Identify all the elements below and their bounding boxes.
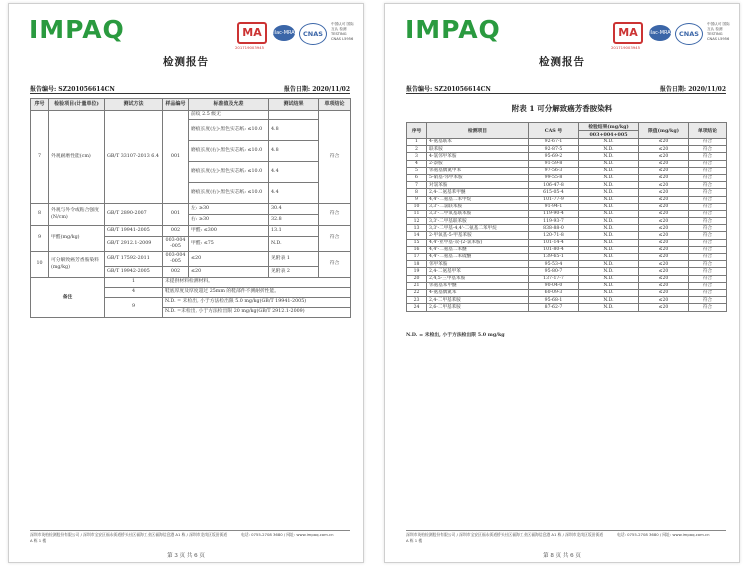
col-header: CAS 号	[529, 123, 579, 139]
appendix-title: 附表 1 可分解致癌芳香胺染料	[511, 104, 613, 113]
standard-value: ≤20	[189, 252, 269, 267]
sample-number: 001	[163, 204, 189, 226]
report-page-8	[384, 3, 740, 563]
limit-value: ≤20	[639, 153, 689, 160]
col-header: 检验结果(mg/kg)	[579, 123, 639, 131]
row-number: 3	[407, 153, 427, 160]
verdict: 符合	[689, 153, 727, 160]
limit-value: ≤20	[639, 289, 689, 296]
test-item: 4,4'-二氨基二苯醚	[427, 246, 529, 253]
test-result: 见附表 2	[269, 267, 319, 278]
test-result: N.D.	[579, 304, 639, 311]
table-row	[407, 203, 727, 210]
ma-number: 201719003945	[611, 45, 640, 50]
limit-value: ≤20	[639, 139, 689, 146]
table-row	[407, 254, 727, 261]
table-row	[407, 282, 727, 289]
row-number: 1	[407, 139, 427, 146]
note-text: 鞋底厚度及厚度超过 25mm 的鞋部件不测耐折性能。	[163, 288, 351, 298]
report-number: 报告编号: SZ201056614CN	[30, 86, 115, 93]
footer-contact: 电话: 0755-2708 3680 / 网址: www.impaq.com.cn	[241, 532, 334, 537]
limit-value: ≤20	[639, 304, 689, 311]
verdict: 符合	[689, 261, 727, 268]
header-divider	[30, 93, 350, 94]
certification-marks	[237, 22, 357, 50]
test-item: 2,6-二甲基苯胺	[427, 304, 529, 311]
limit-value: ≤20	[639, 282, 689, 289]
col-header: 检测项目	[427, 123, 529, 139]
verdict: 符合	[689, 239, 727, 246]
col-header: 单项结论	[319, 99, 351, 111]
test-item: 4,4'-亚甲基-双-(2-氯苯胺)	[427, 239, 529, 246]
verdict: 符合	[689, 139, 727, 146]
cas-number: 91-94-1	[529, 203, 579, 210]
table-row	[407, 304, 727, 311]
sample-number: 003-004-005	[163, 237, 189, 252]
test-result: N.D.	[579, 182, 639, 189]
row-number: 11	[407, 210, 427, 217]
test-result: 13.1	[269, 226, 319, 237]
cas-number: 87-62-7	[529, 304, 579, 311]
verdict: 符合	[319, 226, 351, 252]
sample-subheader: 003+004+005	[579, 131, 639, 139]
cas-number: 99-55-8	[529, 174, 579, 181]
test-item: 4-氯邻甲苯胺	[427, 153, 529, 160]
row-number: 9	[31, 226, 49, 252]
sample-number: 003-004-005	[163, 252, 189, 267]
verdict: 符合	[689, 254, 727, 261]
verdict: 符合	[689, 203, 727, 210]
test-result: N.D.	[579, 167, 639, 174]
limit-value: ≤20	[639, 146, 689, 153]
report-date: 报告日期: 2020/11/02	[283, 86, 350, 93]
test-item: 3,3'-二氯联苯胺	[427, 203, 529, 210]
test-item: 4-氨基偶氮苯	[427, 289, 529, 296]
test-item: 2,4-二甲基苯胺	[427, 297, 529, 304]
row-number: 4	[407, 160, 427, 167]
test-item: 2-萘胺	[427, 160, 529, 167]
test-result: N.D.	[579, 139, 639, 146]
test-method: GB/T 19941-2005	[105, 226, 163, 237]
row-number: 6	[407, 174, 427, 181]
col-header: 序号	[31, 99, 49, 111]
detection-limit-note: N.D. = 未检出, 小于方法检出限 5.0 mg/kg	[406, 332, 505, 338]
test-method: GB/T 2890-2007	[105, 204, 163, 226]
test-item: 邻甲苯胺	[427, 261, 529, 268]
table-row	[407, 218, 727, 225]
cnas-caption: 中国认可 国际互认 检测 TESTING CNAS L5956	[707, 22, 730, 41]
test-item: 甲醛(mg/kg)	[49, 226, 105, 252]
limit-value: ≤20	[639, 246, 689, 253]
test-result: 30.4	[269, 204, 319, 215]
impaq-logo: IMPAQ	[29, 15, 125, 44]
test-result: N.D.	[579, 189, 639, 196]
col-header: 样品编号	[163, 99, 189, 111]
verdict: 符合	[689, 167, 727, 174]
row-number: 8	[407, 189, 427, 196]
page-number: 第 8 页 共 6 页	[543, 553, 581, 559]
cas-number: 119-93-7	[529, 218, 579, 225]
cas-number: 101-14-4	[529, 239, 579, 246]
test-result: N.D.	[579, 289, 639, 296]
test-result: N.D.	[579, 196, 639, 203]
note-ref: 9	[105, 298, 163, 318]
verdict: 符合	[689, 297, 727, 304]
row-number: 10	[31, 252, 49, 278]
amine-dye-table-body	[407, 139, 727, 312]
test-result: 4.4	[269, 162, 319, 183]
test-item: 3,3'-二甲基-4,4'-二氨基二苯甲烷	[427, 225, 529, 232]
footer-divider	[406, 530, 726, 531]
verdict: 符合	[689, 174, 727, 181]
verdict: 符合	[689, 218, 727, 225]
limit-value: ≤20	[639, 218, 689, 225]
row-number: 7	[31, 111, 49, 204]
row-number: 2	[407, 146, 427, 153]
test-result: N.D.	[579, 297, 639, 304]
row-number: 12	[407, 218, 427, 225]
test-result: 32.8	[269, 215, 319, 226]
test-item: 对氯苯胺	[427, 182, 529, 189]
test-result: N.D.	[579, 282, 639, 289]
limit-value: ≤20	[639, 261, 689, 268]
header-divider	[406, 93, 726, 94]
note-text: N.D. =未检出, 小于方法检出限 20 mg/kg(GB/T 2912.1-2009)	[163, 308, 351, 318]
table-row	[407, 261, 727, 268]
test-result: N.D.	[579, 210, 639, 217]
cas-number: 838-88-0	[529, 225, 579, 232]
verdict: 符合	[689, 232, 727, 239]
col-header: 测试方法	[105, 99, 163, 111]
test-result: N.D.	[579, 275, 639, 282]
verdict: 符合	[319, 252, 351, 278]
footer-divider	[30, 530, 350, 531]
table-row	[407, 297, 727, 304]
table-row	[407, 139, 727, 146]
limit-value: ≤20	[639, 189, 689, 196]
verdict: 符合	[689, 196, 727, 203]
test-result: 4.4	[269, 183, 319, 204]
limit-value: ≤20	[639, 174, 689, 181]
certification-marks	[613, 22, 733, 50]
cas-number: 91-59-8	[529, 160, 579, 167]
table-row	[31, 204, 351, 215]
limit-value: ≤20	[639, 297, 689, 304]
test-result: N.D.	[579, 239, 639, 246]
report-number: 报告编号: SZ201056614CN	[406, 86, 491, 93]
limit-value: ≤20	[639, 275, 689, 282]
test-result: N.D.	[579, 225, 639, 232]
table-row	[407, 289, 727, 296]
ma-number: 201719003945	[235, 45, 264, 50]
col-header: 测试结果	[269, 99, 319, 111]
limit-value: ≤20	[639, 239, 689, 246]
standard-value: 前纹 2.5 级无	[189, 111, 269, 120]
standard-value: 甲醛: ≤75	[189, 237, 269, 252]
table-row	[407, 232, 727, 239]
col-header: 检验项目(计量单位)	[49, 99, 105, 111]
verdict: 符合	[319, 204, 351, 226]
standard-value: 甲醛: ≤300	[189, 226, 269, 237]
limit-value: ≤20	[639, 254, 689, 261]
limit-value: ≤20	[639, 167, 689, 174]
table-row	[407, 196, 727, 203]
cas-number: 97-56-3	[529, 167, 579, 174]
cnas-icon: CNAS	[299, 23, 327, 45]
sample-number: 002	[163, 267, 189, 278]
test-result: N.D.	[579, 218, 639, 225]
standard-value: 磨痕长度(右)-黑色实芯纸: ≤10.0	[189, 183, 269, 204]
test-results-table	[30, 98, 351, 318]
table-row	[407, 174, 727, 181]
cas-number: 95-68-1	[529, 297, 579, 304]
standard-value: 磨痕长度(左)-黑色实芯纸: ≤10.0	[189, 120, 269, 141]
row-number: 24	[407, 304, 427, 311]
test-item: 2-甲氧基-5-甲基苯胺	[427, 232, 529, 239]
verdict: 符合	[689, 246, 727, 253]
table-row	[31, 111, 351, 120]
test-item: 外观耐磨性能(cm)	[49, 111, 105, 204]
footer-contact: 电话: 0755-2708 3680 / 网址: www.impaq.com.cn	[617, 532, 710, 537]
test-item: 3,3'-二甲基联苯胺	[427, 218, 529, 225]
test-item: 4-氨基联苯	[427, 139, 529, 146]
table-row	[407, 268, 727, 275]
standard-value: 磨痕长度(右)-黑色实芯纸: ≤10.0	[189, 141, 269, 162]
test-method: GB/T 19942-2005	[105, 267, 163, 278]
table-row	[31, 226, 351, 237]
table-row	[407, 225, 727, 232]
test-result: N.D.	[579, 268, 639, 275]
test-item: 2,4-二氨基苯甲醚	[427, 189, 529, 196]
verdict: 符合	[319, 111, 351, 204]
cas-number: 95-69-2	[529, 153, 579, 160]
cas-number: 101-77-9	[529, 196, 579, 203]
test-item: 邻氨基苯甲醚	[427, 282, 529, 289]
table-header-row	[407, 123, 727, 131]
row-number: 23	[407, 297, 427, 304]
ilac-mra-icon: ilac-MRA	[273, 25, 295, 41]
table-row	[407, 189, 727, 196]
note-text: N.D. = 未检出, 小于方法检出限 5.0 mg/kg(GB/T 19941-2005)	[163, 298, 351, 308]
test-item: 4,4'-二氨基二苯硫醚	[427, 254, 529, 261]
test-item: 联苯胺	[427, 146, 529, 153]
test-item: 2,4-二氨基甲苯	[427, 268, 529, 275]
row-number: 21	[407, 282, 427, 289]
verdict: 符合	[689, 268, 727, 275]
table-row	[407, 239, 727, 246]
row-number: 20	[407, 275, 427, 282]
cas-number: 92-87-5	[529, 146, 579, 153]
test-result: N.D.	[579, 261, 639, 268]
note-text: 未提供材料检测材料。	[163, 278, 351, 288]
cas-number: 120-71-8	[529, 232, 579, 239]
row-number: 19	[407, 268, 427, 275]
report-page-3	[8, 3, 364, 563]
table-row	[407, 246, 727, 253]
verdict: 符合	[689, 289, 727, 296]
table-row	[407, 275, 727, 282]
test-result: N.D.	[579, 160, 639, 167]
verdict: 符合	[689, 182, 727, 189]
standard-value: ≤20	[189, 267, 269, 278]
table-row	[407, 153, 727, 160]
cas-number: 106-47-8	[529, 182, 579, 189]
amine-dye-table	[406, 122, 727, 312]
verdict: 符合	[689, 189, 727, 196]
cas-number: 119-90-4	[529, 210, 579, 217]
cnas-caption: 中国认可 国际互认 检测 TESTING CNAS L5956	[331, 22, 354, 41]
cas-number: 90-04-0	[529, 282, 579, 289]
test-item: 2,4,5-三甲基苯胺	[427, 275, 529, 282]
cas-number: 615-05-4	[529, 189, 579, 196]
cas-number: 95-80-7	[529, 268, 579, 275]
verdict: 符合	[689, 210, 727, 217]
ma-mark-icon: MA	[613, 22, 643, 44]
test-item: 邻氨基偶氮甲苯	[427, 167, 529, 174]
test-result	[269, 111, 319, 120]
standard-value: 磨痕长度(左)-黑色实芯纸: ≤10.0	[189, 162, 269, 183]
notes-row	[31, 278, 351, 288]
test-result: 见附表 1	[269, 252, 319, 267]
test-result: N.D.	[579, 174, 639, 181]
test-result: N.D.	[579, 153, 639, 160]
test-result: N.D.	[579, 246, 639, 253]
note-ref: 4	[105, 288, 163, 298]
row-number: 22	[407, 289, 427, 296]
test-result: N.D.	[579, 203, 639, 210]
test-result: N.D.	[269, 237, 319, 252]
test-result: N.D.	[579, 232, 639, 239]
footer-company: 深圳市英柏检测股份有限公司 / 深圳市宝安区福永街道桥头社区福海工业区福海信息港 A1 栋 / 深圳市龙岗区坂田街道 A 栋 1 楼	[30, 532, 228, 543]
verdict: 符合	[689, 225, 727, 232]
standard-value: 左: ≥30	[189, 204, 269, 215]
limit-value: ≤20	[639, 232, 689, 239]
table-row	[407, 160, 727, 167]
col-header: 单项结论	[689, 123, 727, 139]
col-header: 标准值及允差	[189, 99, 269, 111]
cas-number: 101-80-4	[529, 246, 579, 253]
limit-value: ≤20	[639, 196, 689, 203]
report-date: 报告日期: 2020/11/02	[659, 86, 726, 93]
row-number: 7	[407, 182, 427, 189]
impaq-logo: IMPAQ	[405, 15, 501, 44]
table-header-row	[31, 99, 351, 111]
verdict: 符合	[689, 282, 727, 289]
row-number: 5	[407, 167, 427, 174]
limit-value: ≤20	[639, 203, 689, 210]
limit-value: ≤20	[639, 225, 689, 232]
row-number: 13	[407, 225, 427, 232]
test-result: N.D.	[579, 254, 639, 261]
test-item: 可分解致癌芳香胺染料(mg/kg)	[49, 252, 105, 278]
notes-label: 备注	[31, 278, 105, 318]
test-result: 4.8	[269, 120, 319, 141]
row-number: 9	[407, 196, 427, 203]
table-row	[31, 252, 351, 267]
test-item: 3,3'-二甲氧基联苯胺	[427, 210, 529, 217]
sample-number: 001	[163, 111, 189, 204]
row-number: 16	[407, 246, 427, 253]
row-number: 18	[407, 261, 427, 268]
page-title: 检测报告	[163, 56, 209, 68]
page-title: 检测报告	[539, 56, 585, 68]
ilac-mra-icon: ilac-MRA	[649, 25, 671, 41]
ma-mark-icon: MA	[237, 22, 267, 44]
verdict: 符合	[689, 275, 727, 282]
cnas-icon: CNAS	[675, 23, 703, 45]
standard-value: 右: ≥30	[189, 215, 269, 226]
table-row	[407, 146, 727, 153]
limit-value: ≤20	[639, 210, 689, 217]
cas-number: 139-65-1	[529, 254, 579, 261]
row-number: 10	[407, 203, 427, 210]
row-number: 14	[407, 232, 427, 239]
page-number: 第 3 页 共 6 页	[167, 553, 205, 559]
row-number: 17	[407, 254, 427, 261]
cas-number: 60-09-3	[529, 289, 579, 296]
limit-value: ≤20	[639, 268, 689, 275]
verdict: 符合	[689, 146, 727, 153]
col-header: 序号	[407, 123, 427, 139]
test-result: N.D.	[579, 146, 639, 153]
verdict: 符合	[689, 160, 727, 167]
limit-value: ≤20	[639, 182, 689, 189]
table-row	[407, 210, 727, 217]
test-result: 4.8	[269, 141, 319, 162]
row-number: 15	[407, 239, 427, 246]
cas-number: 137-17-7	[529, 275, 579, 282]
test-item: 4,4'-二氨基二苯甲烷	[427, 196, 529, 203]
sample-number: 002	[163, 226, 189, 237]
test-method: GB/T 17592-2011	[105, 252, 163, 267]
table-row	[407, 167, 727, 174]
limit-value: ≤20	[639, 160, 689, 167]
cas-number: 95-53-4	[529, 261, 579, 268]
table-row	[407, 182, 727, 189]
footer-company: 深圳市英柏检测股份有限公司 / 深圳市宝安区福永街道桥头社区福海工业区福海信息港 A1 栋 / 深圳市龙岗区坂田街道 A 栋 1 楼	[406, 532, 604, 543]
note-ref: 1	[105, 278, 163, 288]
test-item: 5-硝基-邻甲苯胺	[427, 174, 529, 181]
col-header: 限值(mg/kg)	[639, 123, 689, 139]
row-number: 8	[31, 204, 49, 226]
test-method: GB/T 33107-2013 6.4	[105, 111, 163, 204]
test-method: GB/T 2912.1-2009	[105, 237, 163, 252]
verdict: 符合	[689, 304, 727, 311]
cas-number: 92-67-1	[529, 139, 579, 146]
test-item: 外观与外令或粘合强度(N/cm)	[49, 204, 105, 226]
